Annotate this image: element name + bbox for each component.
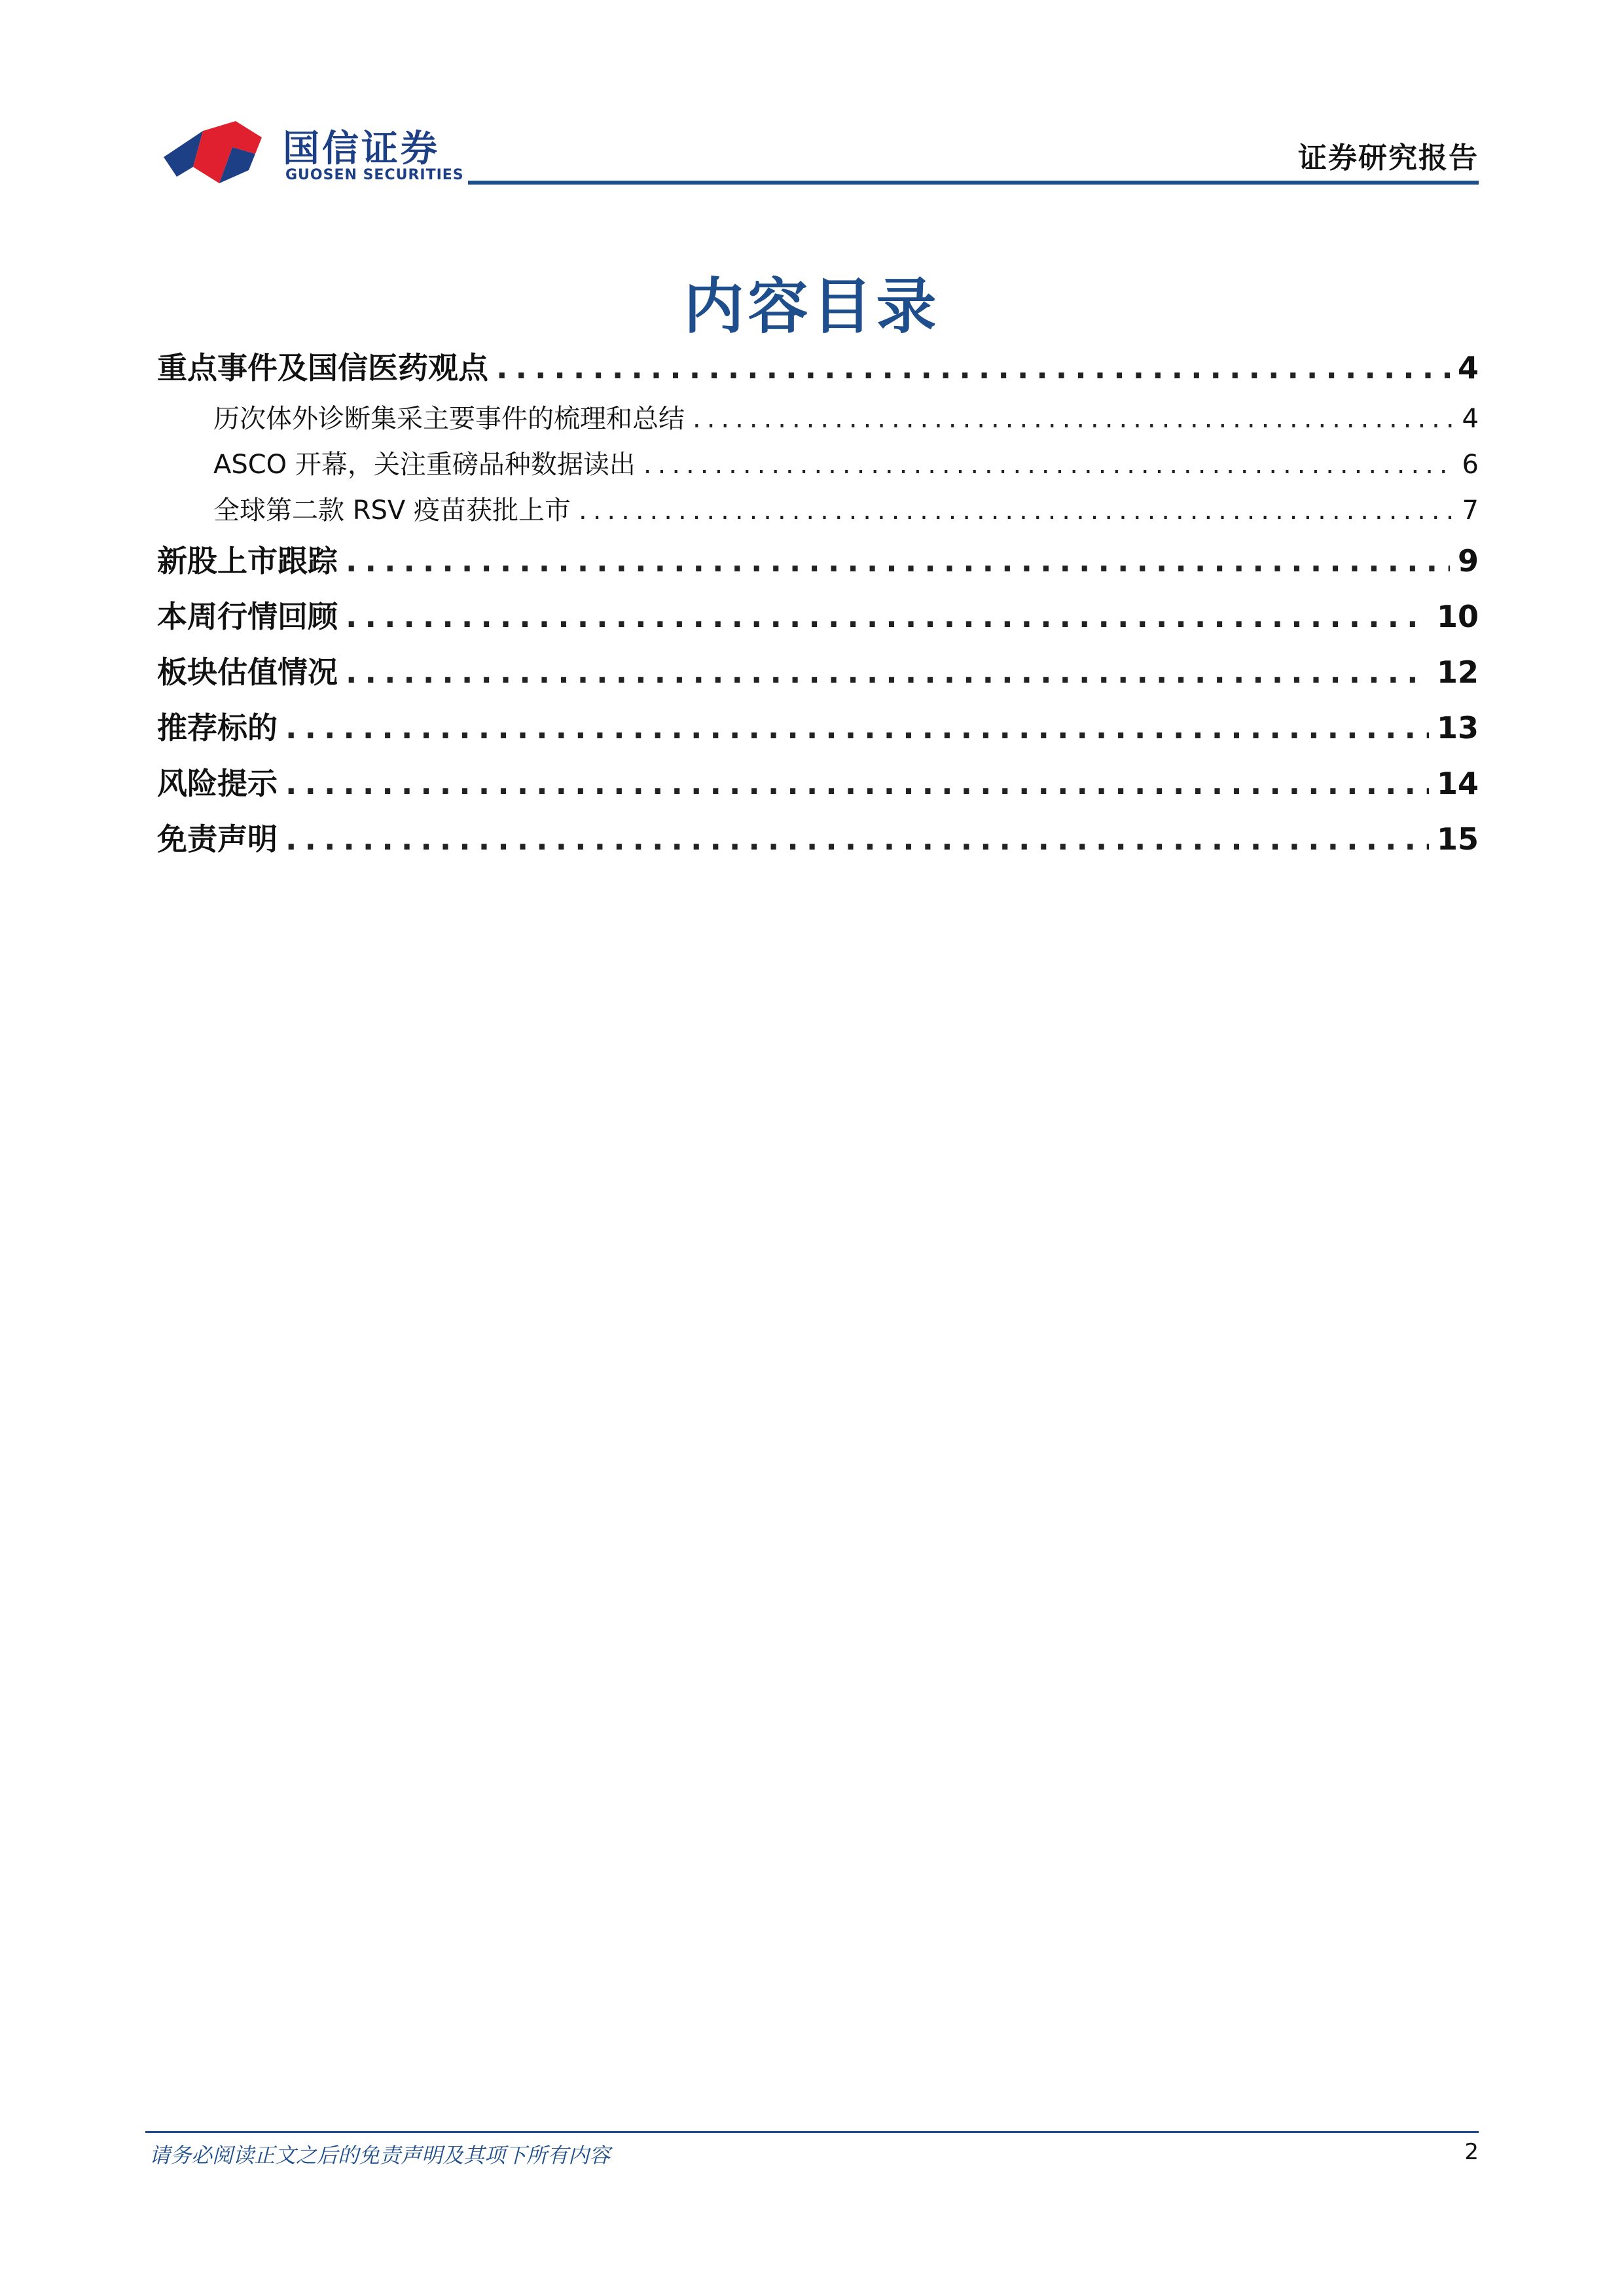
page-number: 2 bbox=[1464, 2139, 1479, 2165]
company-logo bbox=[157, 115, 464, 193]
toc-page-number: 14 bbox=[1436, 766, 1479, 801]
logo-english-name: GUOSEN SECURITIES bbox=[285, 167, 464, 183]
toc-page-number: 12 bbox=[1436, 655, 1479, 690]
toc-page-number: 10 bbox=[1436, 599, 1479, 634]
toc-entry[interactable] bbox=[157, 340, 1479, 396]
logo-chinese-name: 国信证券 bbox=[283, 128, 440, 170]
toc-leader-dots bbox=[346, 645, 1429, 700]
toc-entry[interactable] bbox=[157, 645, 1479, 700]
toc-entry-text: 本周行情回顾 bbox=[157, 599, 338, 634]
header-divider bbox=[468, 181, 1479, 185]
toc-page-number: 4 bbox=[1462, 404, 1479, 434]
toc-entry[interactable] bbox=[157, 589, 1479, 645]
toc-title: 内容目录 bbox=[683, 272, 941, 342]
toc-subentry[interactable] bbox=[157, 442, 1479, 488]
footer-divider bbox=[145, 2131, 1479, 2133]
toc-leader-dots bbox=[346, 533, 1450, 589]
toc-page-number: 13 bbox=[1436, 710, 1479, 745]
report-type-label: 证券研究报告 bbox=[1298, 141, 1479, 175]
toc-entry-text: 风险提示 bbox=[157, 766, 278, 801]
toc-entry[interactable] bbox=[157, 756, 1479, 812]
toc-entry[interactable] bbox=[157, 700, 1479, 756]
logo-mark-icon bbox=[157, 118, 275, 190]
toc-entry-text: 历次体外诊断集采主要事件的梳理和总结 bbox=[213, 404, 685, 434]
toc-leader-dots bbox=[496, 340, 1450, 396]
toc-page-number: 4 bbox=[1457, 350, 1479, 386]
toc-leader-dots bbox=[285, 756, 1429, 812]
toc-page-number: 6 bbox=[1462, 450, 1479, 480]
toc-leader-dots bbox=[346, 589, 1429, 645]
toc-entry-text: 推荐标的 bbox=[157, 710, 278, 745]
toc-entry[interactable] bbox=[157, 533, 1479, 589]
toc-entry-text: 新股上市跟踪 bbox=[157, 543, 338, 579]
toc-subentry[interactable] bbox=[157, 488, 1479, 533]
toc-entry-text: 板块估值情况 bbox=[157, 655, 338, 690]
toc-entry-text: 免责声明 bbox=[157, 821, 278, 857]
toc-page-number: 9 bbox=[1457, 543, 1479, 579]
toc-leader-dots bbox=[285, 700, 1429, 756]
toc-page-number: 7 bbox=[1462, 495, 1479, 526]
toc-leader-dots bbox=[643, 442, 1454, 488]
footer-disclaimer: 请务必阅读正文之后的免责声明及其项下所有内容 bbox=[149, 2143, 611, 2168]
toc-leader-dots bbox=[693, 396, 1454, 442]
toc-entry-text: ASCO 开幕，关注重磅品种数据读出 bbox=[213, 450, 636, 480]
toc-page-number: 15 bbox=[1436, 821, 1479, 857]
toc-subentry[interactable] bbox=[157, 396, 1479, 442]
toc-entry-text: 全球第二款 RSV 疫苗获批上市 bbox=[213, 495, 571, 526]
toc-entry-text: 重点事件及国信医药观点 bbox=[157, 350, 488, 386]
toc-entry[interactable] bbox=[157, 812, 1479, 867]
toc-leader-dots bbox=[579, 488, 1454, 533]
toc-leader-dots bbox=[285, 812, 1429, 867]
table-of-contents bbox=[157, 340, 1479, 867]
